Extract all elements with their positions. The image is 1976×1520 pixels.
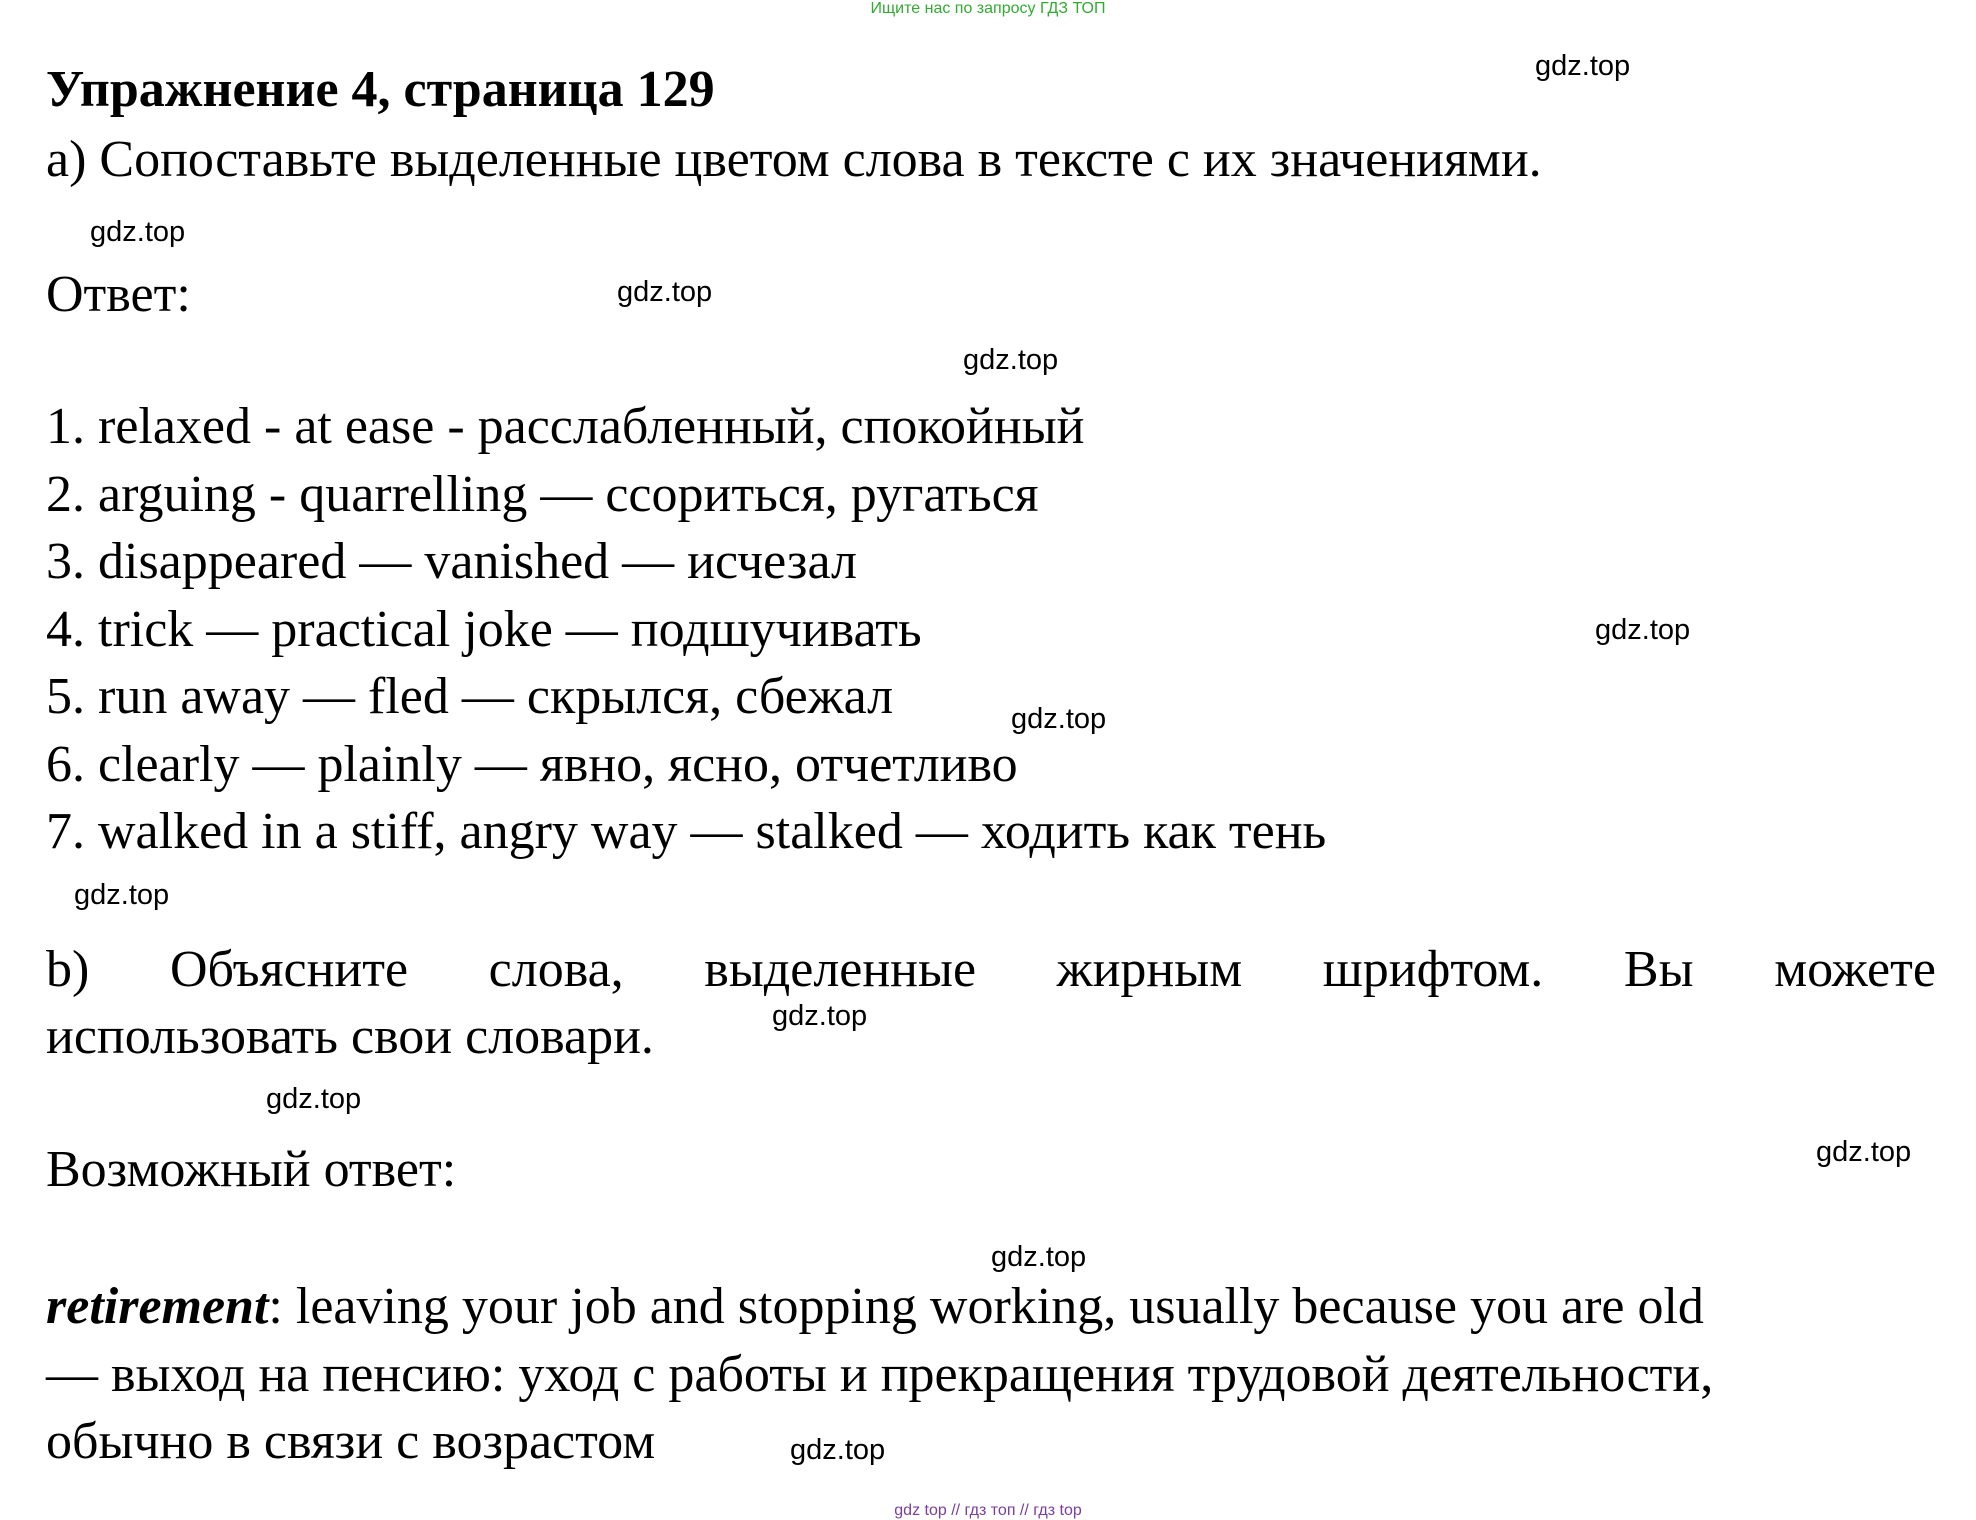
watermark: gdz.top (90, 216, 186, 248)
task-b-word: выделенные (704, 941, 977, 998)
list-item: 7. walked in a stiff, angry way — stalked — ходить как тень (46, 803, 1327, 860)
list-item: 1. relaxed - at ease - расслабленный, спокойный (46, 398, 1085, 455)
list-item: 5. run away — fled — скрылся, сбежал (46, 668, 894, 725)
watermark: gdz.top (963, 344, 1059, 376)
task-b-word: шрифтом. (1322, 941, 1544, 998)
watermark: gdz.top (266, 1083, 362, 1115)
list-item: 6. clearly — plainly — явно, ясно, отчетливо (46, 736, 1018, 793)
watermark: gdz.top (617, 276, 713, 308)
possible-answer-label: Возможный ответ: (46, 1141, 457, 1198)
list-item: 4. trick — practical joke — подшучивать (46, 601, 922, 658)
task-b-line2: использовать свои словари. (46, 1008, 654, 1065)
task-b-line1 (46, 940, 1936, 999)
task-b-word: b) (46, 941, 90, 998)
definition-line1 (46, 1277, 1704, 1336)
task-b-word: Вы (1623, 941, 1694, 998)
definition-text: : leaving your job and stopping working, usually because you are old (268, 1278, 1704, 1335)
list-item: 3. disappeared — vanished — исчезал (46, 533, 857, 590)
task-b-word: слова, (488, 941, 624, 998)
task-b-word: жирным (1056, 941, 1243, 998)
watermark: gdz.top (1011, 703, 1107, 735)
watermark: gdz.top (74, 879, 170, 911)
task-b-word: можете (1774, 941, 1936, 998)
term-retirement: retirement (46, 1278, 269, 1335)
watermark: gdz.top (772, 1000, 868, 1032)
answer-label: Ответ: (46, 266, 191, 323)
page-title: Упражнение 4, страница 129 (46, 61, 715, 118)
task-a: a) Сопоставьте выделенные цветом слова в тексте с их значениями. (46, 131, 1542, 188)
definition-line2: — выход на пенсию: уход с работы и прекращения трудовой деятельности, (46, 1346, 1714, 1403)
watermark: gdz.top (1816, 1136, 1912, 1168)
watermark: gdz.top (1535, 50, 1631, 82)
watermark: gdz.top (991, 1241, 1087, 1273)
top-banner: Ищите нас по запросу ГДЗ ТОП (870, 0, 1106, 17)
watermark: gdz.top (1595, 614, 1691, 646)
bottom-footer: gdz top // гдз топ // гдз top (894, 1502, 1082, 1519)
task-b-word: Объясните (169, 941, 409, 998)
watermark: gdz.top (790, 1434, 886, 1466)
definition-line3: обычно в связи с возрастом (46, 1413, 656, 1470)
list-item: 2. arguing - quarrelling — ссориться, ругаться (46, 466, 1039, 523)
